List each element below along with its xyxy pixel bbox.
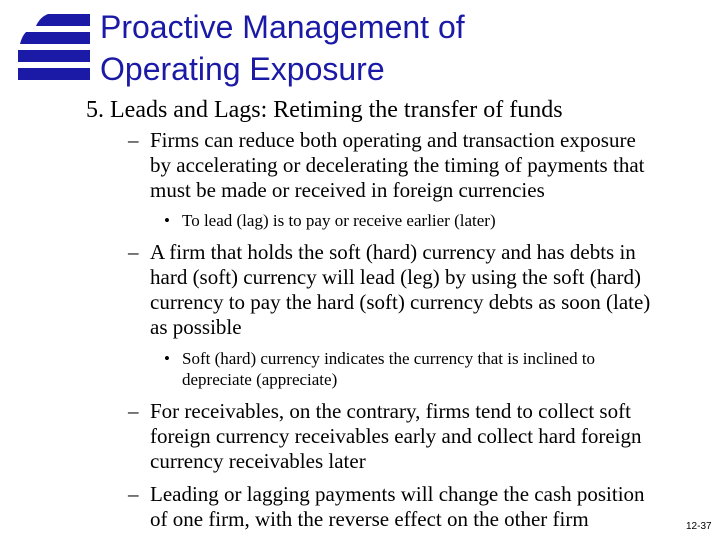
bullet-text-line: Firms can reduce both operating and transaction exposure	[150, 128, 636, 152]
bullet-dash: –	[128, 128, 139, 152]
sub-bullet-text-line: Soft (hard) currency indicates the currency that is inclined to	[182, 349, 596, 368]
slide-title	[100, 6, 700, 90]
bullet-item	[128, 240, 651, 340]
section-heading: 5. Leads and Lags: Retiming the transfer of funds	[86, 97, 563, 123]
bullet-item	[128, 399, 642, 474]
bullet-item	[128, 128, 645, 203]
sub-bullet-item	[164, 348, 596, 390]
bullet-text-line: hard (soft) currency will lead (leg) by using the soft (hard)	[150, 265, 641, 289]
sub-bullet-item	[164, 210, 496, 231]
stacked-bars-logo-icon	[0, 0, 100, 90]
bullet-text-line: currency receivables later	[150, 449, 366, 473]
title-line-1: Proactive Management of	[100, 9, 465, 45]
bullet-text-line: must be made or received in foreign currencies	[150, 178, 545, 202]
bullet-dash: –	[128, 240, 139, 264]
bullet-dash: –	[128, 399, 139, 423]
bullet-text-line: A firm that holds the soft (hard) currency and has debts in	[150, 240, 636, 264]
bullet-text-line: by accelerating or decelerating the timing of payments that	[150, 153, 645, 177]
sub-bullet-text-line: depreciate (appreciate)	[182, 370, 338, 389]
title-line-2: Operating Exposure	[100, 51, 385, 87]
bullet-dot: •	[164, 349, 170, 368]
sub-bullet-text-line: To lead (lag) is to pay or receive earlier (later)	[182, 211, 496, 230]
bullet-dash: –	[128, 482, 139, 506]
bullet-dot: •	[164, 211, 170, 230]
bullet-text-line: foreign currency receivables early and collect hard foreign	[150, 424, 642, 448]
bullet-text-line: currency to pay the hard (soft) currency debts as soon (late)	[150, 290, 651, 314]
page-number: 12-37	[686, 521, 712, 532]
bullet-text-line: Leading or lagging payments will change the cash position	[150, 482, 645, 506]
bullet-item	[128, 482, 645, 532]
bullet-text-line: of one firm, with the reverse effect on the other firm	[150, 507, 589, 531]
bullet-text-line: For receivables, on the contrary, firms tend to collect soft	[150, 399, 631, 423]
bullet-text-line: as possible	[150, 315, 242, 339]
